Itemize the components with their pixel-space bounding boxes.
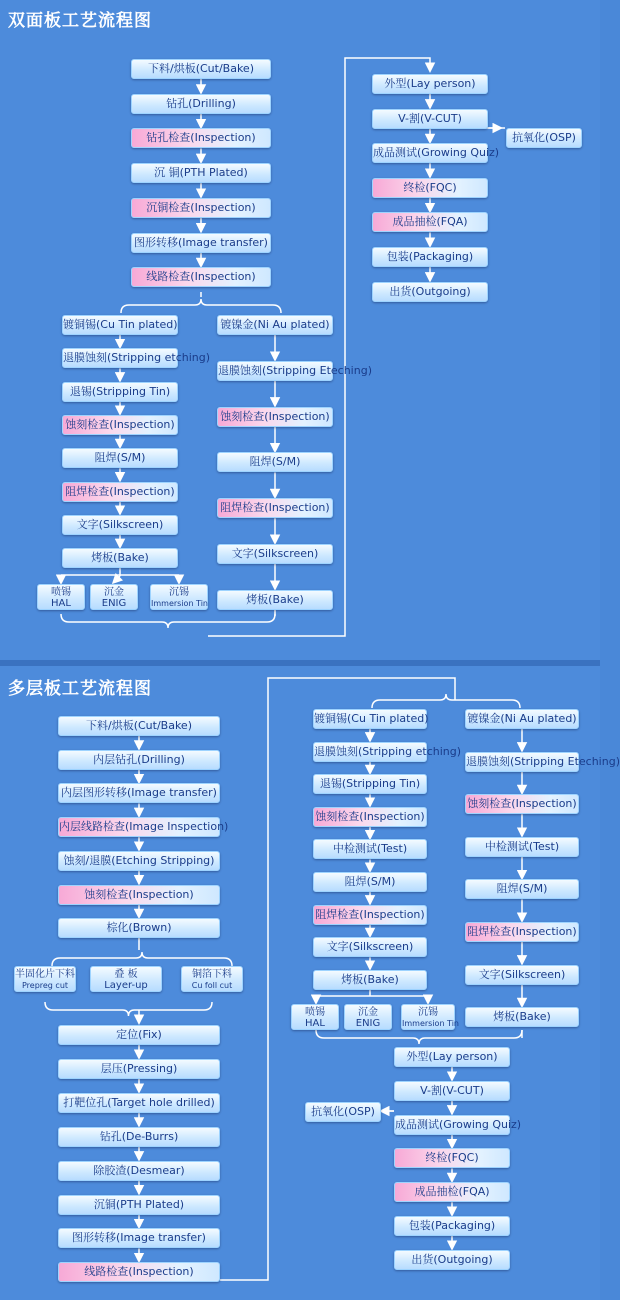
step-box: 定位(Fix) <box>58 1025 220 1045</box>
step-box: 蚀刻/退膜(Etching Stripping) <box>58 851 220 871</box>
option-cn-label: 沉锡 <box>418 1007 438 1018</box>
option-cn-label: 沉金 <box>358 1007 378 1018</box>
multilayer-title: 多层板工艺流程图 <box>8 679 152 699</box>
step-box: 钻孔(De-Burrs) <box>58 1127 220 1147</box>
step-box: 层压(Pressing) <box>58 1059 220 1079</box>
finish-option-box <box>150 584 208 610</box>
step-box: 镀镍金(Ni Au plated) <box>465 709 579 729</box>
branch-brace <box>52 952 232 966</box>
step-box: 阻焊(S/M) <box>465 879 579 899</box>
step-box: 文字(Silkscreen) <box>62 515 178 535</box>
step-box: 退锡(Stripping Tin) <box>313 774 427 794</box>
side-option-box: 抗氧化(OSP) <box>305 1102 381 1122</box>
step-box: 出货(Outgoing) <box>394 1250 510 1270</box>
step-box: 蚀刻检查(Inspection) <box>217 407 333 427</box>
step-box: 文字(Silkscreen) <box>217 544 333 564</box>
option-en-label: Cu foll cut <box>191 981 233 990</box>
step-box: 线路检查(Inspection) <box>58 1262 220 1282</box>
step-box: 阻焊(S/M) <box>217 452 333 472</box>
option-en-label: Immersion Tin <box>151 599 208 608</box>
step-box: 内层钻孔(Drilling) <box>58 750 220 770</box>
step-box: 包装(Packaging) <box>372 247 488 267</box>
branch-brace <box>121 299 281 313</box>
step-box: 成品测试(Growing Quiz) <box>394 1115 510 1135</box>
step-box: 沉铜检查(Inspection) <box>131 198 271 218</box>
step-box: 蚀刻检查(Inspection) <box>465 794 579 814</box>
step-box: 烤板(Bake) <box>62 548 178 568</box>
step-box: 内层线路检查(Image Inspection) <box>58 817 220 837</box>
step-box: 中检测试(Test) <box>465 837 579 857</box>
option-en-label: ENIG <box>355 1018 381 1029</box>
step-box: 蚀刻检查(Inspection) <box>58 885 220 905</box>
finish-option-box <box>90 584 138 610</box>
step-box: 图形转移(Image transfer) <box>58 1228 220 1248</box>
step-box: 钻孔检查(Inspection) <box>131 128 271 148</box>
step-box: 阻焊检查(Inspection) <box>313 905 427 925</box>
step-box: 终检(FQC) <box>394 1148 510 1168</box>
step-box: 阻焊检查(Inspection) <box>217 498 333 518</box>
option-en-label: Prepreg cut <box>21 981 69 990</box>
step-box: V-割(V-CUT) <box>394 1081 510 1101</box>
connector <box>114 576 120 582</box>
finish-option-box <box>291 1004 339 1030</box>
merge-brace <box>316 1030 522 1044</box>
option-en-label: ENIG <box>101 598 127 609</box>
step-box: 退膜蚀刻(Stripping Eteching) <box>217 361 333 381</box>
option-cn-label: 沉金 <box>104 587 124 598</box>
step-box: 内层图形转移(Image transfer) <box>58 783 220 803</box>
step-box: 钻孔(Drilling) <box>131 94 271 114</box>
step-box: 烤板(Bake) <box>313 970 427 990</box>
step-box: 终检(FQC) <box>372 178 488 198</box>
merge-brace <box>45 1002 212 1016</box>
step-box: 成品抽检(FQA) <box>394 1182 510 1202</box>
step-box: 沉铜(PTH Plated) <box>58 1195 220 1215</box>
option-en-label: HAL <box>305 1018 325 1029</box>
step-box: 镀铜锡(Cu Tin plated) <box>313 709 427 729</box>
layup-option-box <box>181 966 243 992</box>
step-box: 阻焊检查(Inspection) <box>465 922 579 942</box>
step-box: 图形转移(Image transfer) <box>131 233 271 253</box>
option-cn-label: 喷锡 <box>51 587 71 598</box>
step-box: 包装(Packaging) <box>394 1216 510 1236</box>
step-box: 下料/烘板(Cut/Bake) <box>58 716 220 736</box>
step-box: 除胶渣(Desmear) <box>58 1161 220 1181</box>
step-box: 蚀刻检查(Inspection) <box>62 415 178 435</box>
double-sided-title: 双面板工艺流程图 <box>8 11 152 31</box>
step-box: 烤板(Bake) <box>465 1007 579 1027</box>
finish-option-box <box>401 1004 459 1030</box>
option-en-label: HAL <box>51 598 71 609</box>
step-box: 打靶位孔(Target hole drilled) <box>58 1093 220 1113</box>
step-box: 退膜蚀刻(Stripping etching) <box>62 348 178 368</box>
step-box: 线路检查(Inspection) <box>131 267 271 287</box>
option-en-label: Layer-up <box>104 980 148 991</box>
step-box: 外型(Lay person) <box>394 1047 510 1067</box>
layup-option-box <box>90 966 162 992</box>
step-box: 文字(Silkscreen) <box>313 937 427 957</box>
step-box: V-割(V-CUT) <box>372 109 488 129</box>
step-box: 烤板(Bake) <box>217 590 333 610</box>
step-box: 退膜蚀刻(Stripping etching) <box>313 742 427 762</box>
option-en-label: Immersion Tin <box>402 1019 459 1028</box>
step-box: 成品抽检(FQA) <box>372 212 488 232</box>
merge-brace <box>61 614 275 628</box>
step-box: 阻焊检查(Inspection) <box>62 482 178 502</box>
option-cn-label: 叠 板 <box>114 969 138 980</box>
step-box: 成品测试(Growing Quiz) <box>372 143 488 163</box>
step-box: 沉 铜(PTH Plated) <box>131 163 271 183</box>
step-box: 镀镍金(Ni Au plated) <box>217 315 333 335</box>
step-box: 中检测试(Test) <box>313 839 427 859</box>
finish-option-box <box>37 584 85 610</box>
option-cn-label: 半固化片下料 <box>15 969 75 980</box>
finish-option-box <box>344 1004 392 1030</box>
option-cn-label: 喷锡 <box>305 1007 325 1018</box>
option-cn-label: 沉锡 <box>169 587 189 598</box>
layup-option-box <box>14 966 76 992</box>
branch-brace <box>372 694 520 708</box>
step-box: 阻焊(S/M) <box>62 448 178 468</box>
step-box: 文字(Silkscreen) <box>465 965 579 985</box>
option-cn-label: 铜箔下料 <box>192 969 232 980</box>
side-option-box: 抗氧化(OSP) <box>506 128 582 148</box>
step-box: 镀铜锡(Cu Tin plated) <box>62 315 178 335</box>
step-box: 出货(Outgoing) <box>372 282 488 302</box>
step-box: 棕化(Brown) <box>58 918 220 938</box>
step-box: 蚀刻检查(Inspection) <box>313 807 427 827</box>
step-box: 退膜蚀刻(Stripping Eteching) <box>465 752 579 772</box>
step-box: 下料/烘板(Cut/Bake) <box>131 59 271 79</box>
step-box: 外型(Lay person) <box>372 74 488 94</box>
step-box: 退锡(Stripping Tin) <box>62 382 178 402</box>
step-box: 阻焊(S/M) <box>313 872 427 892</box>
